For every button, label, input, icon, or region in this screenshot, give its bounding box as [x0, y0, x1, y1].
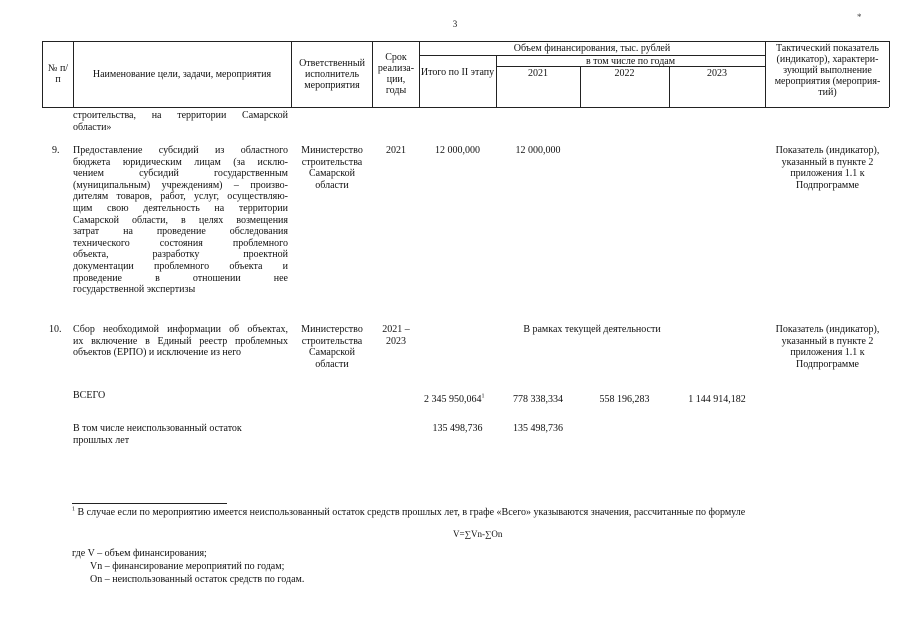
totals-2021: 778 338,334 [513, 394, 563, 405]
totals-label: ВСЕГО [73, 390, 106, 401]
row-number: 10. [49, 324, 62, 335]
header-total: Итого по II этапу [420, 67, 495, 78]
unused-label: В том числе неиспользованный остаток прошлых лет [73, 423, 242, 446]
row-merged-financing: В рамках текущей деятельности [523, 324, 661, 335]
footnote-mark: 1 [72, 506, 75, 513]
header-num: № п/п [47, 63, 69, 85]
row-2021: 12 000,000 [515, 145, 561, 156]
row-name-line: бюджета юридическим лицам (за исклю- [73, 156, 288, 168]
row-tactical-indicator: Показатель (индикатор), указанный в пункте 2 приложения 1.1 к Подпрограмме [775, 324, 880, 370]
header-bottom-border [42, 107, 889, 108]
formula-text: V=∑Vn-∑On [453, 529, 503, 539]
row-name-line: (муниципальным) учреждениям) – произво- [73, 179, 288, 191]
footnote-rule [72, 503, 227, 504]
totals-total-value: 2 345 950,064 [424, 394, 482, 405]
header-border [73, 41, 74, 107]
formula [452, 522, 512, 548]
carry-over-line: строительства, на территории Самарской [73, 110, 288, 121]
header-term: Срок реализа-ции, годы [377, 52, 415, 96]
row-name-line: проведение в отношении нее [73, 272, 288, 284]
carry-over-text [73, 110, 288, 133]
unused-2021: 135 498,736 [513, 423, 563, 434]
corner-mark: * [857, 12, 862, 22]
row-term: 2021 [386, 145, 406, 156]
row-term: 2021 – 2023 [382, 324, 410, 347]
footnote-text [72, 507, 745, 518]
row-name-line: Самарской области, в целях возмещения [73, 214, 288, 226]
totals-2023: 1 144 914,182 [688, 394, 746, 405]
header-financing: Объем финансирования, тыс. рублей [513, 43, 671, 54]
row-name-line: их включение в Единый реестр проблемных [73, 335, 288, 347]
header-border [42, 41, 43, 107]
row-name-line: объекта, разработку проектной [73, 249, 288, 261]
row-name-line: объектов (ЕРПО) и исключение из него [73, 347, 242, 359]
totals-total [424, 394, 485, 406]
row-name-line: Сбор необходимой информации об объектах, [73, 324, 288, 335]
header-border [765, 41, 766, 107]
row-name-line: щим свою деятельность на территории [73, 202, 288, 214]
page-number: 3 [452, 19, 458, 29]
row-name-line: государственной экспертизы [73, 284, 196, 296]
row-name-line: документации проблемного объекта и [73, 260, 288, 272]
header-top-border [42, 41, 889, 42]
header-tactical-indicator: Тактический показатель (индикатор), характери-зующий выполнение мероприятия (мероприя-тий) [774, 43, 881, 98]
legend-line: где V – объем финансирования; [72, 548, 207, 559]
header-name: Наименование цели, задачи, мероприятия [92, 69, 272, 80]
row-name-line: дителям товаров, работ, услуг, осуществляю- [73, 191, 288, 203]
unused-total: 135 498,736 [432, 423, 483, 434]
row-number: 9. [52, 145, 60, 156]
legend-line: On – неиспользованный остаток средств по годам. [90, 574, 305, 585]
header-responsible: Ответственный исполнитель мероприятия [299, 58, 365, 91]
row-total: 12 000,000 [435, 145, 480, 156]
header-year-2023: 2023 [707, 68, 727, 79]
row-name [73, 324, 288, 359]
header-year-2022: 2022 [614, 68, 635, 79]
row-name-line: Предоставление субсидий из областного [73, 145, 288, 156]
header-by-years: в том числе по годам [585, 56, 676, 67]
footnote-body: В случае если по мероприятию имеется неиспользованный остаток средств прошлых лет, в графе «Всего» указываются значения, рассчитанные по формуле [77, 507, 746, 518]
header-year-2021: 2021 [528, 68, 548, 79]
row-responsible: Министерство строительства Самарской области [301, 145, 363, 191]
row-name [73, 145, 288, 296]
row-tactical-indicator: Показатель (индикатор), указанный в пункте 2 приложения 1.1 к Подпрограмме [775, 145, 880, 191]
carry-over-line: области» [73, 121, 112, 133]
footnote-reference: 1 [481, 393, 485, 400]
header-border [372, 41, 373, 107]
totals-2022: 558 196,283 [599, 394, 650, 405]
row-name-line: чением субсидий государственным [73, 168, 288, 180]
row-name-line: затрат на проведение обследования [73, 226, 288, 238]
row-name-line: технического состояния проблемного [73, 237, 288, 249]
row-responsible: Министерство строительства Самарской области [301, 324, 363, 370]
header-border [889, 41, 890, 107]
legend-line: Vn – финансирование мероприятий по годам; [90, 561, 285, 572]
header-border [291, 41, 292, 107]
